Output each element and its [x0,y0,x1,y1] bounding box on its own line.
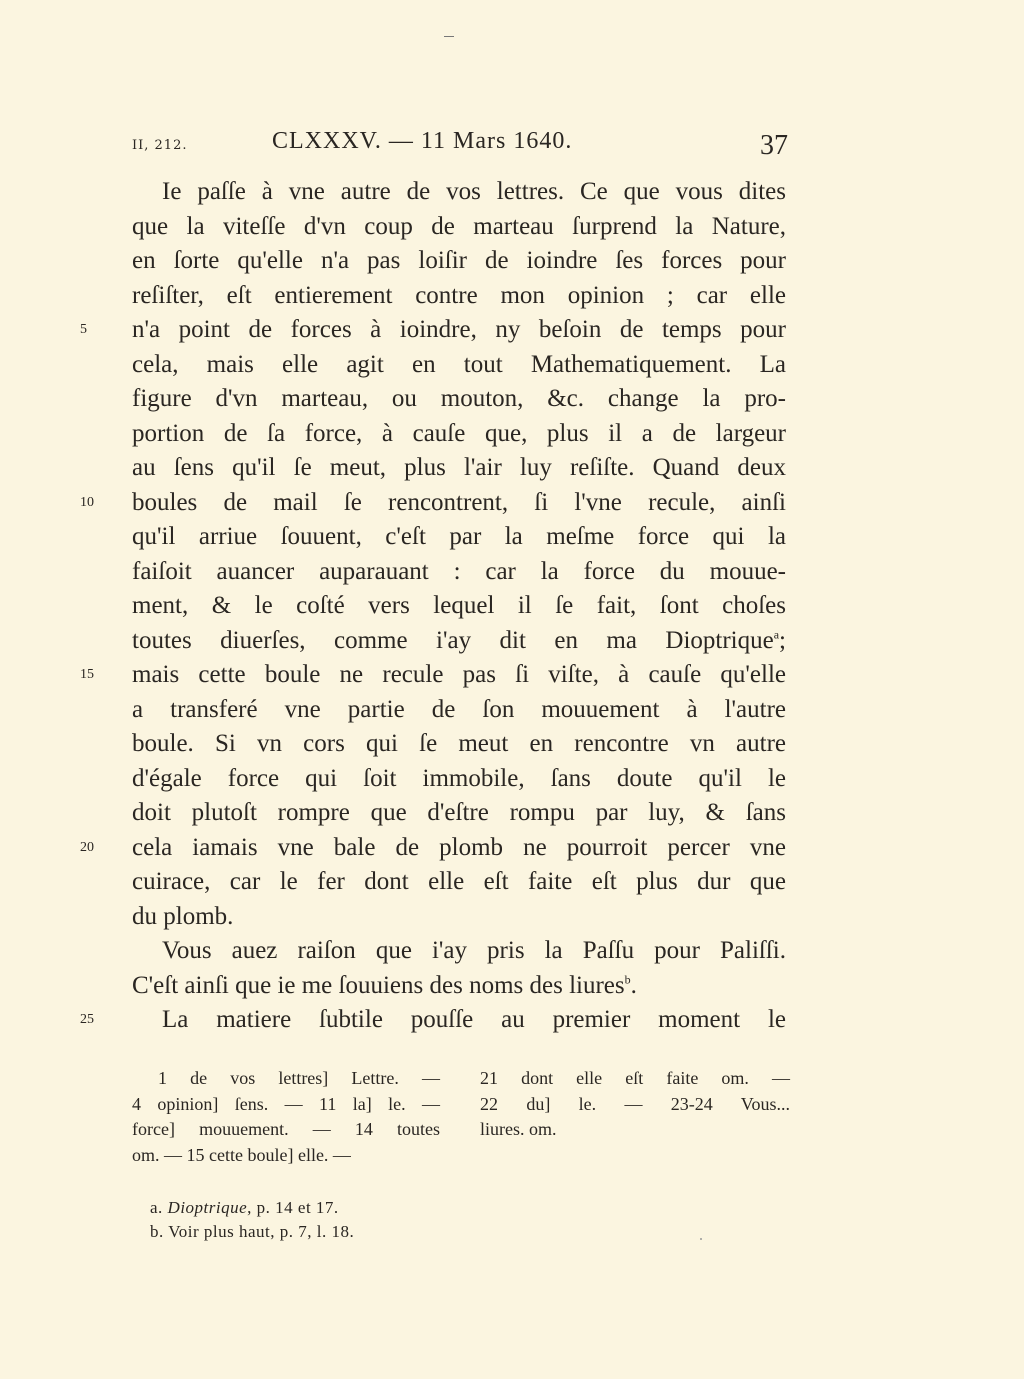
line-number: 25 [80,1012,94,1027]
line-text: cuirace, car le fer dont elle eſt faite eſt plus dur que [132,868,786,895]
running-header [0,128,1024,168]
footnote-label: b. [150,1222,164,1241]
variant-note-line: liures. om. [480,1119,557,1139]
text-line [132,279,786,314]
line-tail: ; [779,626,786,654]
line-text: La matiere ſubtile pouſſe au premier moment le [162,1006,786,1033]
line-tail: . [630,971,637,999]
page-number: 37 [760,130,788,161]
text-line [132,900,786,935]
text-line [132,624,786,659]
text-line [80,831,786,866]
top-mark [444,36,454,37]
text-line [80,658,786,693]
line-text: boule. Si vn cors qui ſe meut en rencontre vn autre [132,730,786,757]
text-line [132,969,786,1004]
text-line [132,382,786,417]
line-number: 5 [80,322,87,337]
variant-note-line: 1 de vos lettres] Lettre. — [158,1068,440,1088]
text-line [132,934,786,969]
variant-notes-right-column [480,1066,790,1143]
text-line [80,313,786,348]
text-line [132,762,786,797]
line-number: 10 [80,494,94,510]
text-line [132,796,786,831]
footnote [150,1220,354,1244]
text-line [132,210,786,245]
letter-body [80,175,786,1038]
text-line [132,727,786,762]
text-line [80,1003,786,1038]
variant-note-line: 4 opinion] ſens. — 11 la] le. — [132,1093,440,1114]
line-text: Ie paſſe à vne autre de vos lettres. Ce que vous dites [162,178,786,205]
line-text: du plomb. [132,902,234,930]
footnote-marker: b [624,972,631,987]
line-text: cela, mais elle agit en tout Mathematiquement. La [132,350,786,378]
variant-note-line: 21 dont elle eſt faite om. — [480,1068,790,1088]
footnote-marker: a [773,627,780,642]
text-line [80,486,786,521]
line-number: 20 [80,839,94,855]
line-text: que la viteſſe d'vn coup de marteau ſurprend la Nature, [132,212,786,240]
line-text: portion de ſa force, à cauſe que, plus il a de largeur [132,419,786,447]
line-text: faiſoit auancer auparauant : car la force du mouue- [132,557,786,585]
line-text: doit plutoſt rompre que d'eſtre rompu par luy, & ſans [132,799,786,826]
page-speck [700,1238,702,1240]
line-text: C'eſt ainſi que ie me ſouuiens des noms des liures [132,971,625,999]
text-line [132,520,786,555]
header-title: CLXXXV. — 11 Mars 1640. [272,128,573,154]
text-line [132,589,786,624]
text-line [132,417,786,452]
line-text: Vous auez raiſon que i'ay pris la Paſſu pour Paliſſi. [162,937,786,964]
text-line [132,555,786,590]
line-text: en ſorte qu'elle n'a pas loiſir de ioindre ſes forces pour [132,247,786,274]
footnotes [150,1196,354,1244]
variant-notes-left-column [132,1066,440,1168]
header-reference: II, 212. [132,138,188,153]
line-text: n'a point de forces à ioindre, ny beſoin de temps pour [132,316,786,343]
variant-note-line: force] mouuement. — 14 toutes [132,1119,440,1139]
line-text: ment, & le coſté vers lequel il ſe fait, ſont choſes [132,592,786,619]
text-line [132,693,786,728]
text-line [132,175,786,210]
line-text: boules de mail ſe rencontrent, ſi l'vne recule, ainſi [132,488,786,516]
footnote-text: , p. 14 et 17. [247,1198,339,1217]
variant-note-line: om. — 15 cette boule] elle. — [132,1144,351,1165]
text-line [132,244,786,279]
footnote [150,1196,354,1220]
line-text: figure d'vn marteau, ou mouton, &c. change la pro- [132,385,786,412]
line-number: 15 [80,667,94,682]
text-line [132,451,786,486]
text-line [132,865,786,900]
line-text: a transferé vne partie de ſon mouuement à l'autre [132,695,786,723]
line-text: au ſens qu'il ſe meut, plus l'air luy reſiſte. Quand deux [132,454,786,481]
footnote-text: Voir plus haut, p. 7, l. 18. [168,1222,355,1241]
line-text: toutes diuerſes, comme i'ay dit en ma Dioptrique [132,626,774,654]
line-text: mais cette boule ne recule pas ſi viſte, à cauſe qu'elle [132,661,786,688]
line-text: d'égale force qui ſoit immobile, ſans doute qu'il le [132,764,786,792]
text-line [132,348,786,383]
line-text: qu'il arriue ſouuent, c'eſt par la meſme force qui la [132,523,786,550]
variant-note-line: 22 du] le. — 23-24 Vous... [480,1093,790,1114]
line-text: reſiſter, eſt entierement contre mon opinion ; car elle [132,281,786,309]
footnote-label: a. [150,1198,163,1217]
footnote-title: Dioptrique [167,1198,248,1217]
line-text: cela iamais vne bale de plomb ne pourroit percer vne [132,833,786,861]
